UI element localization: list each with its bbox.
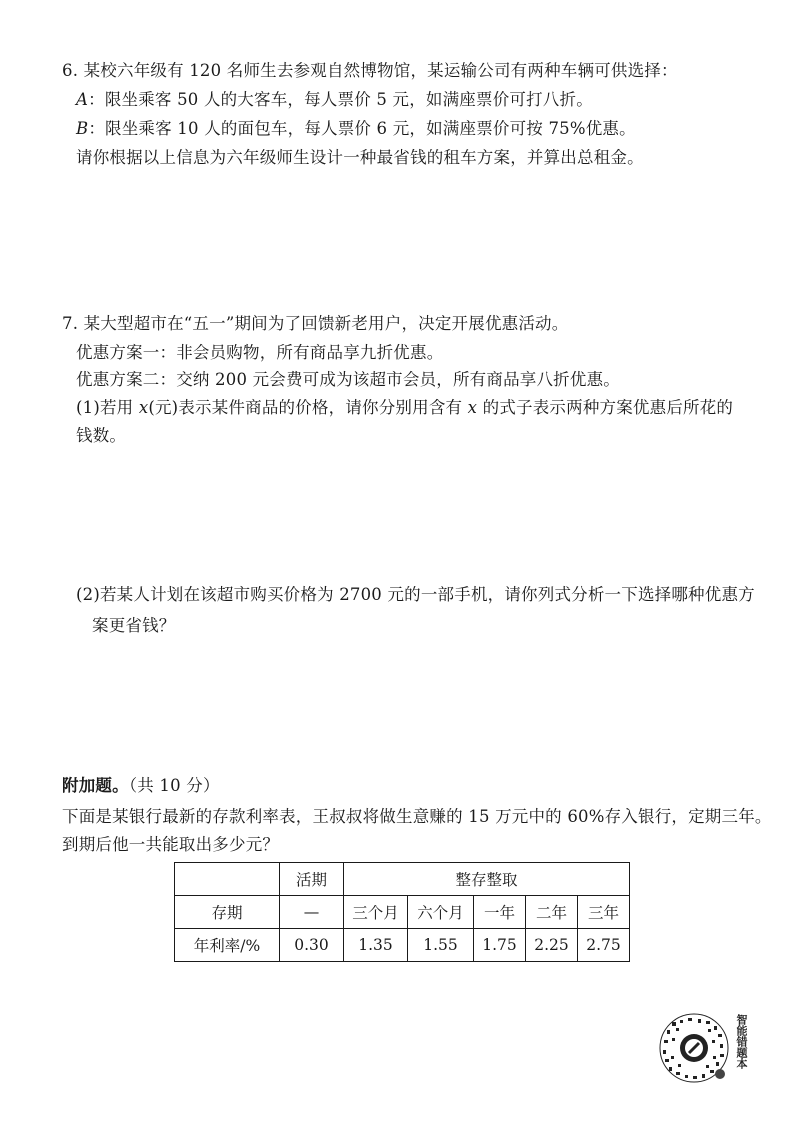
q6-option-b-text: ：限坐乘客 10 人的面包车，每人票价 6 元，如满座票价可按 75%优惠。 <box>88 119 636 138</box>
table-rate-cell: 1.55 <box>408 929 474 962</box>
table-term-label: 存期 <box>175 896 280 929</box>
table-rate-cell: 2.75 <box>578 929 630 962</box>
smart-error-book-label: 智能错题本 <box>735 1014 748 1069</box>
extra-heading-line <box>62 775 220 797</box>
q7-part1-c: 的式子表示两种方案优惠后所花的 <box>477 398 734 417</box>
q6-option-a-text: ：限坐乘客 50 人的大客车，每人票价 5 元，如满座票价可打八折。 <box>88 90 593 109</box>
table-term-cell: 二年 <box>526 896 578 929</box>
q6-line4: 请你根据以上信息为六年级师生设计一种最省钱的租车方案，并算出总租金。 <box>76 148 644 167</box>
interest-rate-table <box>174 862 630 962</box>
table-rate-label: 年利率/% <box>175 929 280 962</box>
table-header-fixed: 整存整取 <box>344 863 630 896</box>
q7-plan1: 优惠方案一：非会员购物，所有商品享九折优惠。 <box>76 343 444 362</box>
q7-line1: 7. 某大型超市在“五一”期间为了回馈新老用户，决定开展优惠活动。 <box>62 314 569 333</box>
q7-part1-a: (1)若用 <box>76 398 139 417</box>
extra-line1: 下面是某银行最新的存款利率表，王叔叔将做生意赚的 15 万元中的 60%存入银行，定期三年。 <box>62 807 772 826</box>
table-rate-cell: 1.75 <box>474 929 526 962</box>
table-row-term <box>175 896 630 929</box>
q7-part2-line2: 案更省钱？ <box>92 616 176 635</box>
q7-part1-line1 <box>76 397 733 419</box>
table-demand-rate: 0.30 <box>280 929 344 962</box>
table-header-demand: 活期 <box>280 863 344 896</box>
table-term-cell: 三个月 <box>344 896 408 929</box>
q6-option-b-letter: B <box>76 119 89 138</box>
table-row-rate <box>175 929 630 962</box>
qr-code-icon[interactable] <box>658 1012 730 1084</box>
table-term-cell: 三年 <box>578 896 630 929</box>
table-term-cell: 六个月 <box>408 896 474 929</box>
table-header-row <box>175 863 630 896</box>
extra-points: （共 10 分） <box>128 776 220 795</box>
q6-option-a <box>76 89 593 111</box>
extra-heading: 附加题。 <box>62 776 129 795</box>
extra-line2: 到期后他一共能取出多少元？ <box>62 835 280 854</box>
table-term-cell: 一年 <box>474 896 526 929</box>
q6-option-a-letter: A <box>76 90 89 109</box>
q6-option-b <box>76 118 636 140</box>
q6-line1: 6. 某校六年级有 120 名师生去参观自然博物馆，某运输公司有两种车辆可供选择： <box>62 61 678 80</box>
q7-part1-x2: x <box>467 398 478 417</box>
q7-part1-x: x <box>138 398 149 417</box>
table-rate-cell: 2.25 <box>526 929 578 962</box>
q7-part1-b: (元)表示某件商品的价格，请你分别用含有 <box>148 398 468 417</box>
q7-plan2: 优惠方案二：交纳 200 元会费可成为该超市会员，所有商品享八折优惠。 <box>76 370 620 389</box>
q7-part2-line1: (2)若某人计划在该超市购买价格为 2700 元的一部手机，请你列式分析一下选择哪种优惠方 <box>76 585 755 604</box>
table-demand-term: — <box>280 896 344 929</box>
table-header-blank <box>175 863 280 896</box>
q7-part1-line2: 钱数。 <box>76 426 127 445</box>
table-rate-cell: 1.35 <box>344 929 408 962</box>
